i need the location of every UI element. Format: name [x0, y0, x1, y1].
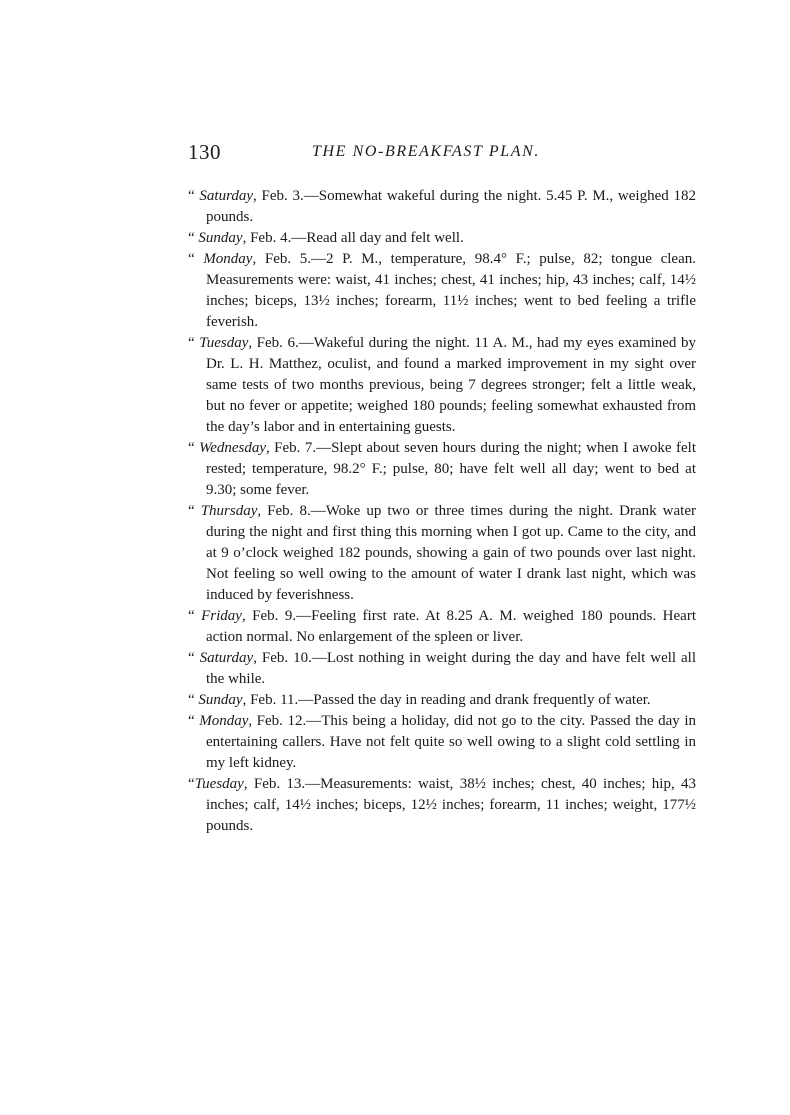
- entry-day: Tuesday: [194, 776, 244, 792]
- diary-entries: [188, 186, 696, 837]
- open-quote: “: [188, 503, 201, 519]
- open-quote: “: [188, 335, 200, 351]
- diary-entry: [188, 711, 696, 774]
- entry-text: , Feb. 7.—Slept about seven hours during the night; when I awoke felt rested; temperature, 98.2° F.; pulse, 80; have felt well all day; went to bed at 9.30; some fever.: [206, 440, 696, 498]
- entry-text: , Feb. 5.—2 P. M., temperature, 98.4° F.; pulse, 82; tongue clean. Measurements were: waist, 41 inches; chest, 41 inches; hip, 43 inches; calf, 14½ inches; biceps, 13½ inches; forearm, 11½ inches; went to bed feeling a trifle feverish.: [206, 251, 696, 330]
- diary-entry: [188, 648, 696, 690]
- open-quote: “: [188, 230, 199, 246]
- open-quote: “: [188, 440, 200, 456]
- diary-entry: [188, 228, 696, 249]
- entry-day: Friday: [201, 608, 242, 624]
- diary-entry: [188, 774, 696, 837]
- diary-entry: [188, 438, 696, 501]
- entry-text: , Feb. 13.—Measurements: waist, 38½ inches; chest, 40 inches; hip, 43 inches; calf, 14½ inches; biceps, 12½ inches; forearm, 11 inches; weight, 177½ pounds.: [206, 776, 696, 834]
- entry-day: Saturday: [199, 188, 254, 204]
- open-quote: “: [188, 713, 200, 729]
- open-quote: “: [188, 692, 199, 708]
- entry-text: , Feb. 3.—Somewhat wakeful during the night. 5.45 P. M., weighed 182 pounds.: [206, 188, 696, 225]
- diary-entry: [188, 186, 696, 228]
- diary-entry: [188, 606, 696, 648]
- diary-entry: [188, 690, 696, 711]
- entry-day: Tuesday: [199, 335, 249, 351]
- page-header: [188, 140, 708, 170]
- entry-text: , Feb. 9.—Feeling first rate. At 8.25 A. M. weighed 180 pounds. Heart action normal. No enlargement of the spleen or liver.: [206, 608, 696, 645]
- diary-entry: [188, 501, 696, 606]
- diary-entry: [188, 333, 696, 438]
- open-quote: “: [188, 650, 200, 666]
- entry-day: Sunday: [198, 692, 243, 708]
- entry-day: Sunday: [198, 230, 243, 246]
- entry-text: , Feb. 6.—Wakeful during the night. 11 A. M., had my eyes examined by Dr. L. H. Matthez, oculist, and found a marked improvement in my sight over same tests of two months previous, being 7 degrees stronger; felt a little weak, but no fever or appetite; weighed 180 pounds; feeling somewhat exhausted from the day’s labor and in entertaining guests.: [206, 335, 696, 435]
- open-quote: “: [188, 608, 202, 624]
- entry-text: , Feb. 12.—This being a holiday, did not go to the city. Passed the day in entertaining callers. Have not felt quite so well owing to a slight cold settling in my left kidney.: [206, 713, 696, 771]
- running-title: THE NO-BREAKFAST PLAN.: [312, 143, 540, 160]
- entry-text: , Feb. 11.—Passed the day in reading and drank frequently of water.: [242, 692, 651, 708]
- open-quote: “: [188, 188, 200, 204]
- entry-day: Monday: [199, 713, 249, 729]
- entry-day: Thursday: [200, 503, 258, 519]
- entry-day: Wednesday: [199, 440, 267, 456]
- page-number: 130: [188, 140, 221, 164]
- entry-day: Monday: [203, 251, 253, 267]
- diary-entry: [188, 249, 696, 333]
- entry-text: , Feb. 8.—Woke up two or three times during the night. Drank water during the night and first thing this morning when I got up. Came to the city, and at 9 o’clock weighed 182 pounds, showing a gain of two pounds over last night. Not feeling so well owing to the amount of water I drank last night, which was induced by feverishness.: [206, 503, 696, 603]
- entry-text: , Feb. 10.—Lost nothing in weight during the day and have felt well all the while.: [206, 650, 696, 687]
- open-quote: “: [188, 776, 195, 792]
- entry-text: , Feb. 4.—Read all day and felt well.: [242, 230, 464, 246]
- entry-day: Saturday: [199, 650, 254, 666]
- open-quote: “: [188, 251, 204, 267]
